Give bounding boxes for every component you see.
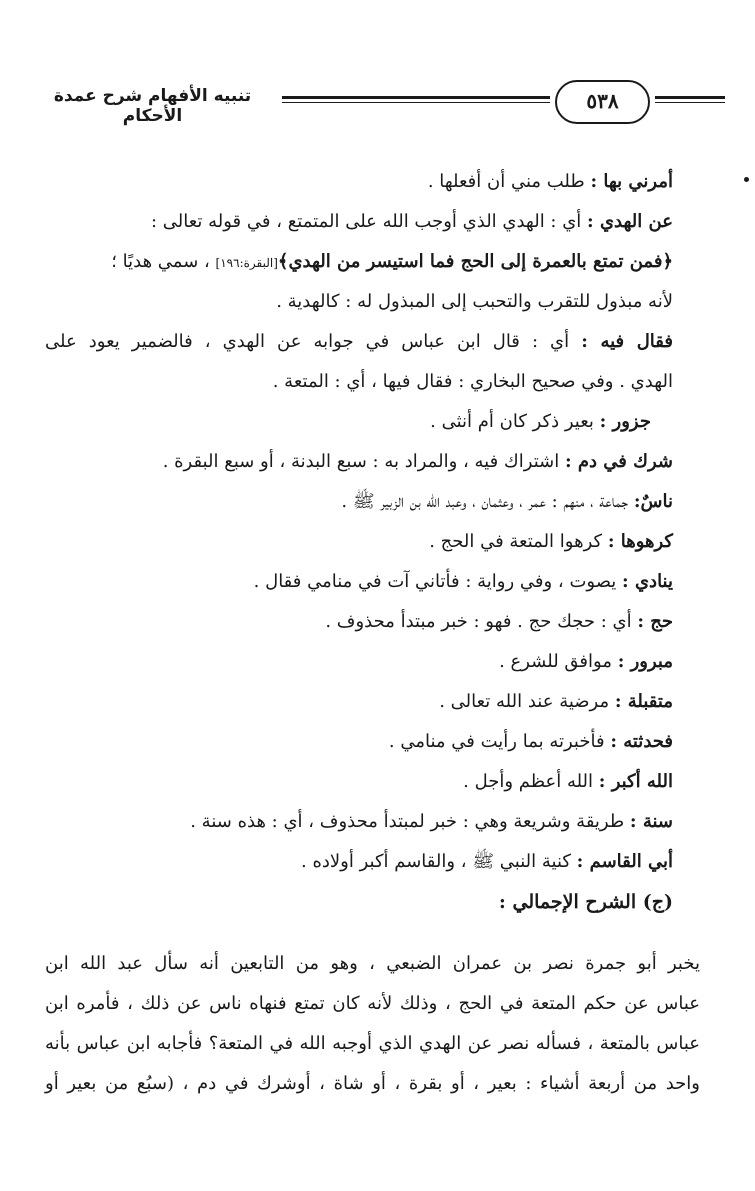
continuation-text: لأنه مبذول للتقرب والتحبب إلى المبذول له : كالهدية . bbox=[276, 291, 673, 312]
paragraph-line: عباس بالمتعة ، فسأله نصر عن الهدي الذي أوجبه الله في المتعة؟ فأجابه ابن عباس بأنه bbox=[45, 1033, 700, 1054]
running-title: تنبيه الأفهام شرح عمدة الأحكام bbox=[53, 86, 252, 126]
glossary-entry bbox=[45, 162, 673, 202]
glossary-term: متقبلة : bbox=[614, 691, 673, 712]
continuation-line bbox=[45, 362, 673, 402]
glossary-definition: مرضية عند الله تعالى . bbox=[439, 691, 615, 712]
glossary-definition: الله أعظم وأجل . bbox=[463, 771, 599, 792]
glossary-term: عن الهدي : bbox=[587, 211, 673, 232]
glossary-entry bbox=[45, 402, 673, 442]
glossary-term: شرك في دم : bbox=[564, 451, 673, 472]
glossary-definition: طريقة وشريعة وهي : خبر لمبتدأ محذوف ، أي : هذه سنة . bbox=[190, 811, 630, 832]
glossary-term: أمرني بها : bbox=[590, 171, 673, 192]
section-heading: (ج) الشرح الإجمالي : bbox=[498, 891, 673, 913]
glossary-entry bbox=[45, 442, 673, 482]
glossary-definition: فأخبرته بما رأيت في منامي . bbox=[388, 731, 611, 752]
glossary-entry bbox=[45, 642, 673, 682]
glossary-section bbox=[45, 162, 673, 922]
glossary-entry bbox=[45, 322, 673, 362]
glossary-entry bbox=[45, 482, 673, 522]
glossary-entry bbox=[45, 682, 673, 722]
glossary-entry bbox=[45, 842, 673, 882]
glossary-definition: كرهوا المتعة في الحج . bbox=[429, 531, 608, 552]
glossary-definition: أي : قال ابن عباس في جوابه عن الهدي ، فالضمير يعود على bbox=[45, 331, 582, 352]
quran-verse: ﴿فمن تمتع بالعمرة إلى الحج فما استيسر من الهدي﴾ bbox=[277, 251, 673, 272]
paragraph-line: يخبر أبو جمرة نصر بن عمران الضبعي ، وهو من التابعين أنه سأل عبد الله ابن bbox=[45, 953, 700, 974]
glossary-term: مبرور : bbox=[617, 651, 673, 672]
glossary-definition: كنية النبي ﷺ ، والقاسم أكبر أولاده . bbox=[301, 851, 577, 872]
glossary-definition: اشتراك فيه ، والمراد به : سبع البدنة ، أو سبع البقرة . bbox=[162, 451, 565, 472]
header-rule bbox=[282, 96, 550, 99]
glossary-term: فحدثته : bbox=[610, 731, 673, 752]
page-number-frame bbox=[555, 80, 650, 124]
continuation-line bbox=[45, 282, 673, 322]
glossary-term: جزور : bbox=[599, 411, 651, 432]
glossary-entry bbox=[45, 802, 673, 842]
glossary-term: كرهوها : bbox=[607, 531, 673, 552]
glossary-entry bbox=[45, 202, 673, 242]
glossary-definition: جماعة ، منهم : عمر ، وعثمان ، وعبد الله بن الزبير ﷺ . bbox=[341, 491, 634, 512]
glossary-term: ناسٌ: bbox=[633, 491, 673, 512]
paragraph-line: واحد من أربعة أشياء : بعير ، أو بقرة ، أو شاة ، أوشرك في دم ، (سبُع من بعير أو bbox=[45, 1073, 700, 1094]
glossary-term: ينادي : bbox=[622, 571, 673, 592]
quran-verse-line bbox=[45, 242, 673, 282]
page-header bbox=[30, 80, 725, 130]
header-rule bbox=[655, 96, 725, 99]
summary-paragraph bbox=[45, 944, 700, 1104]
verse-continuation: ، سمي هديًا ؛ bbox=[111, 251, 216, 272]
glossary-definition: بعير ذكر كان أم أنثى . bbox=[430, 411, 600, 432]
continuation-text: الهدي . وفي صحيح البخاري : فقال فيها ، أي : المتعة . bbox=[272, 371, 673, 392]
header-rule bbox=[282, 102, 550, 103]
glossary-term: سنة : bbox=[629, 811, 673, 832]
glossary-entry bbox=[45, 762, 673, 802]
glossary-term: أبي القاسم : bbox=[576, 851, 673, 872]
glossary-term: الله أكبر : bbox=[598, 771, 673, 792]
glossary-definition: أي : الهدي الذي أوجب الله على المتمتع ، في قوله تعالى : bbox=[150, 211, 588, 232]
paragraph-line: عباس عن حكم المتعة في الحج ، وذلك لأنه كان تمتع فنهاه ناس عن ذلك ، فأمره ابن bbox=[45, 993, 700, 1014]
glossary-definition: أي : حجك حج . فهو : خبر مبتدأ محذوف . bbox=[325, 611, 638, 632]
glossary-entry bbox=[45, 562, 673, 602]
glossary-entry bbox=[45, 722, 673, 762]
page-number: ٥٣٨ bbox=[586, 89, 619, 113]
glossary-term: فقال فيه : bbox=[581, 331, 673, 352]
verse-reference: [البقرة:١٩٦] bbox=[215, 256, 278, 270]
glossary-definition: طلب مني أن أفعلها . bbox=[427, 171, 591, 192]
glossary-term: حج : bbox=[637, 611, 673, 632]
glossary-definition: موافق للشرع . bbox=[499, 651, 618, 672]
glossary-definition: يصوت ، وفي رواية : فأتاني آت في منامي فقال . bbox=[253, 571, 623, 592]
header-rule bbox=[655, 102, 725, 103]
glossary-entry bbox=[45, 522, 673, 562]
glossary-entry bbox=[45, 602, 673, 642]
margin-mark bbox=[744, 177, 749, 182]
